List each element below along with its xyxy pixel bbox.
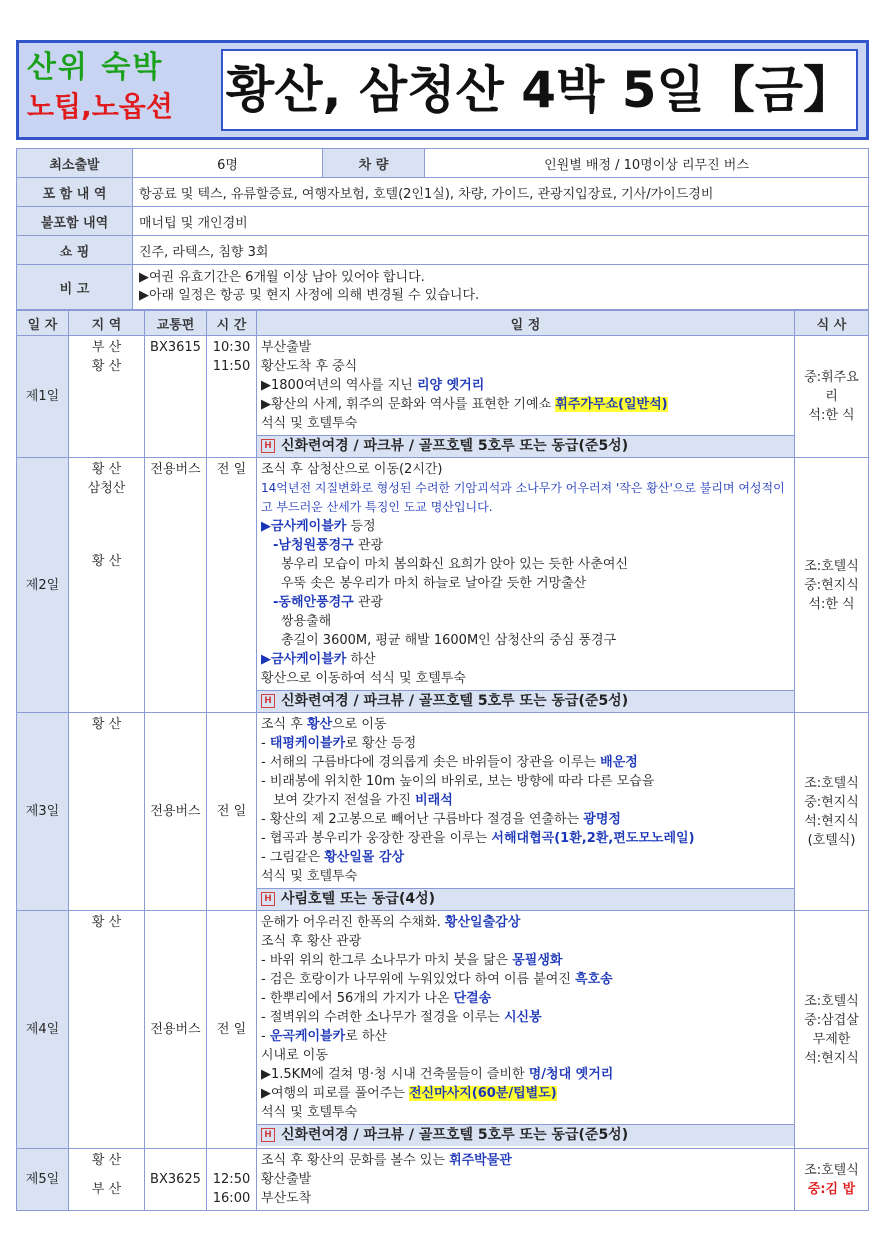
schedule-line: 석식 및 호텔투숙 bbox=[261, 416, 358, 431]
shopping-value: 진주, 라텍스, 침향 3회 bbox=[133, 236, 869, 265]
time-cell: 전 일 bbox=[207, 713, 257, 911]
schedule-cell bbox=[257, 713, 795, 911]
day-row-1 bbox=[17, 336, 869, 458]
hotel-name: 사림호텔 또는 동급(4성) bbox=[281, 891, 436, 907]
min-departure-label: 최소출발 bbox=[17, 149, 133, 178]
schedule-line: 봉우리 모습이 마치 봄의화신 요희가 앉아 있는 듯한 사춘여신 bbox=[281, 557, 629, 572]
text: - 서해의 구름바다에 경의롭게 솟은 바위들이 장관을 이루는 bbox=[261, 755, 601, 770]
promo-badge bbox=[27, 49, 217, 131]
hotel-name: 신화련여경 / 파크뷰 / 골프호텔 5호루 또는 동급(준5성) bbox=[281, 693, 629, 709]
schedule-line bbox=[261, 1151, 790, 1170]
info-table bbox=[16, 148, 869, 310]
text: - 그림같은 bbox=[261, 850, 325, 865]
hotel-name: 신화련여경 / 파크뷰 / 골프호텔 5호루 또는 동급(준5성) bbox=[281, 438, 629, 454]
text: 보여 갖가지 전설을 가진 bbox=[273, 793, 416, 808]
meal: 석:한 식 bbox=[808, 408, 855, 423]
schedule-line: 부산도착 bbox=[261, 1191, 312, 1206]
schedule-line bbox=[261, 1065, 790, 1084]
day-label: 제1일 bbox=[17, 336, 69, 458]
header-schedule: 일 정 bbox=[257, 311, 795, 336]
time: 11:50 bbox=[212, 359, 251, 374]
schedule-line: 황산으로 이동하여 석식 및 호텔투숙 bbox=[261, 671, 466, 686]
title-box bbox=[221, 49, 858, 131]
text: - 검은 호랑이가 나무위에 누워있었다 하여 이름 붙여진 bbox=[261, 972, 576, 987]
schedule-line bbox=[261, 593, 790, 612]
promo-line-1: 산위 숙박 bbox=[27, 50, 164, 85]
header-meal: 식 사 bbox=[795, 311, 869, 336]
highlight-attraction: 휘주박물관 bbox=[449, 1153, 512, 1168]
highlight-attraction: 서해대협곡(1환,2환,편도모노레일) bbox=[491, 831, 695, 846]
hotel-line bbox=[257, 888, 794, 910]
day-label: 제4일 bbox=[17, 911, 69, 1149]
meal: 중:휘주요리 bbox=[804, 370, 859, 404]
excluded-label: 불포함 내역 bbox=[17, 207, 133, 236]
text: - bbox=[261, 1029, 270, 1044]
meal: 중:현지식 bbox=[804, 794, 859, 810]
text: ▶황산의 사계, 휘주의 문화와 역사를 표현한 기예쇼 bbox=[261, 397, 556, 412]
region: 부 산 bbox=[91, 1182, 122, 1197]
meal: 석:현지식 bbox=[804, 1050, 859, 1066]
schedule-line bbox=[261, 1008, 790, 1027]
region: 황 산 bbox=[91, 1153, 122, 1168]
vehicle-label: 차 량 bbox=[323, 149, 425, 178]
time-cell bbox=[207, 336, 257, 458]
highlight-cablecar: ▶금사케이블카 bbox=[261, 519, 347, 534]
highlight-attraction: 명/청대 옛거리 bbox=[528, 1067, 614, 1082]
meal-cell bbox=[795, 713, 869, 911]
schedule-line: 시내로 이동 bbox=[261, 1048, 328, 1063]
schedule-line: 석식 및 호텔투숙 bbox=[261, 1105, 358, 1120]
meal: 조:호텔식 bbox=[804, 558, 859, 574]
schedule-line bbox=[261, 913, 790, 932]
day-row-3 bbox=[17, 713, 869, 911]
text: ▶여행의 피로를 풀어주는 bbox=[261, 1086, 409, 1101]
text: 관광 bbox=[353, 595, 383, 610]
text: - 황산의 제 2고봉으로 빼어난 구름바다 절경을 연출하는 bbox=[261, 812, 584, 827]
highlight-cablecar: 태평케이블카 bbox=[269, 736, 346, 751]
schedule-line bbox=[261, 536, 790, 555]
meal: 중:현지식 bbox=[804, 577, 859, 593]
region: 황 산 bbox=[91, 359, 122, 374]
text: 조식 후 bbox=[261, 717, 307, 732]
text: 등정 bbox=[346, 519, 376, 534]
excluded-value: 매너팁 및 개인경비 bbox=[133, 207, 869, 236]
spacer bbox=[73, 498, 140, 552]
header-banner bbox=[16, 40, 869, 140]
schedule-line: 총길이 3600M, 평균 해발 1600M인 삼청산의 중심 풍경구 bbox=[281, 633, 617, 648]
remarks-line-1: ▶여권 유효기간은 6개월 이상 남아 있어야 합니다. bbox=[139, 270, 425, 285]
schedule-line bbox=[261, 734, 790, 753]
schedule-cell bbox=[257, 336, 795, 458]
meal-cell bbox=[795, 911, 869, 1149]
schedule-line bbox=[261, 848, 790, 867]
day-label: 제3일 bbox=[17, 713, 69, 911]
hotel-icon: H bbox=[261, 694, 275, 708]
header-transport: 교통편 bbox=[145, 311, 207, 336]
text: - 절벽위의 수려한 소나무가 절경을 이루는 bbox=[261, 1010, 504, 1025]
text: - 협곡과 봉우리가 웅장한 장관을 이루는 bbox=[261, 831, 492, 846]
remarks-line-2: ▶아래 일정은 항공 및 현지 사정에 의해 변경될 수 있습니다. bbox=[139, 288, 480, 303]
time: 10:30 bbox=[212, 340, 251, 355]
text: 으로 이동 bbox=[332, 717, 387, 732]
meal: 조:호텔식 bbox=[804, 1162, 859, 1178]
spacer bbox=[73, 1170, 140, 1180]
hotel-line bbox=[257, 435, 794, 457]
text: 관광 bbox=[353, 538, 383, 553]
info-row-included bbox=[17, 178, 869, 207]
schedule-line: 쌍용출해 bbox=[281, 614, 332, 629]
schedule-line bbox=[261, 829, 790, 848]
text: ▶1.5KM에 걸쳐 명·청 시내 건축물들이 즐비한 bbox=[261, 1067, 529, 1082]
schedule-line bbox=[261, 970, 790, 989]
time-cell: 전 일 bbox=[207, 458, 257, 713]
region-cell: 황 산 bbox=[69, 713, 145, 911]
highlight-attraction: 단결송 bbox=[453, 991, 492, 1006]
schedule-line: 우뚝 솟은 봉우리가 마치 하늘로 날아갈 듯한 거망출산 bbox=[281, 576, 587, 591]
schedule-line bbox=[261, 951, 790, 970]
highlight-attraction: 리양 옛거리 bbox=[416, 378, 485, 393]
schedule-cell bbox=[257, 911, 795, 1149]
hotel-icon: H bbox=[261, 1128, 275, 1142]
meal: 조:호텔식 bbox=[804, 993, 859, 1009]
schedule-line bbox=[261, 376, 790, 395]
info-row-excluded bbox=[17, 207, 869, 236]
page-title: 황산, 삼청산 4박 5일【금】 bbox=[225, 61, 854, 119]
hotel-line bbox=[257, 690, 794, 712]
text: 조식 후 황산의 문화를 볼수 있는 bbox=[261, 1153, 450, 1168]
schedule-line: 조식 후 황산 관광 bbox=[261, 934, 362, 949]
transport-cell: 전용버스 bbox=[145, 458, 207, 713]
day-label: 제5일 bbox=[17, 1149, 69, 1211]
region: 삼청산 bbox=[87, 481, 126, 496]
text: 로 하산 bbox=[345, 1029, 387, 1044]
highlight-attraction: 황산일몰 감상 bbox=[324, 850, 405, 865]
transport-cell: BX3625 bbox=[145, 1149, 207, 1211]
schedule-line: 석식 및 호텔투숙 bbox=[261, 869, 358, 884]
remarks-value bbox=[133, 265, 869, 310]
transport-cell: 전용버스 bbox=[145, 713, 207, 911]
schedule-line bbox=[261, 395, 790, 414]
highlight-massage: 전신마사지(60분/팁별도) bbox=[408, 1086, 557, 1101]
region-cell: 황 산 bbox=[69, 911, 145, 1149]
text: - 한뿌리에서 56개의 가지가 나온 bbox=[261, 991, 454, 1006]
highlight-attraction: 시신봉 bbox=[503, 1010, 542, 1025]
header-time: 시 간 bbox=[207, 311, 257, 336]
schedule-line bbox=[261, 1027, 790, 1046]
region-cell bbox=[69, 1149, 145, 1211]
meal-cell bbox=[795, 336, 869, 458]
text: - 바위 위의 한그루 소나무가 마치 붓을 닮은 bbox=[261, 953, 513, 968]
day-label: 제2일 bbox=[17, 458, 69, 713]
schedule-line bbox=[261, 753, 790, 772]
time: 16:00 bbox=[212, 1191, 251, 1206]
highlight-attraction: 비래석 bbox=[415, 793, 453, 808]
transport-cell: 전용버스 bbox=[145, 911, 207, 1149]
remarks-label: 비 고 bbox=[17, 265, 133, 310]
text: 로 황산 등정 bbox=[345, 736, 417, 751]
schedule-line bbox=[261, 989, 790, 1008]
highlight-scenic: -남청원풍경구 bbox=[273, 538, 354, 553]
info-row-departure bbox=[17, 149, 869, 178]
hotel-icon: H bbox=[261, 892, 275, 906]
highlight-scenic: -동해안풍경구 bbox=[273, 595, 354, 610]
schedule-cell bbox=[257, 1149, 795, 1211]
region: 황 산 bbox=[91, 554, 122, 569]
itinerary-table bbox=[16, 310, 869, 1211]
promo-line-2: 노팁,노옵션 bbox=[27, 90, 173, 123]
info-row-remarks bbox=[17, 265, 869, 310]
highlight-attraction: 배운정 bbox=[600, 755, 638, 770]
meal-cell bbox=[795, 1149, 869, 1211]
schedule-line bbox=[261, 810, 790, 829]
meal: 석:현지식 bbox=[804, 813, 859, 829]
schedule-line bbox=[261, 517, 790, 536]
included-label: 포 함 내 역 bbox=[17, 178, 133, 207]
text: ▶1800여년의 역사를 지닌 bbox=[261, 378, 417, 393]
highlight-place: 황산 bbox=[306, 717, 333, 732]
schedule-line: 황산출발 bbox=[261, 1172, 312, 1187]
hotel-icon: H bbox=[261, 439, 275, 453]
highlight-cablecar: ▶금사케이블카 bbox=[261, 652, 347, 667]
highlight-show: 휘주가무쇼(일반석) bbox=[555, 397, 668, 412]
page bbox=[16, 40, 869, 1211]
header-day: 일 자 bbox=[17, 311, 69, 336]
meal: (호텔식) bbox=[807, 832, 856, 848]
time: 12:50 bbox=[212, 1172, 251, 1187]
min-departure-value: 6명 bbox=[133, 149, 323, 178]
meal-cell bbox=[795, 458, 869, 713]
description: 14억년전 지질변화로 형성된 수려한 기암괴석과 소나무가 어우러져 '작은 황산'으로 불리며 여성적이고 부드러운 산세가 특징인 도교 명산입니다. bbox=[261, 481, 785, 514]
schedule-line bbox=[261, 715, 790, 734]
schedule-line bbox=[261, 1084, 790, 1103]
highlight-attraction: 흑호송 bbox=[575, 972, 613, 987]
time-cell bbox=[207, 1149, 257, 1211]
schedule-line bbox=[261, 791, 790, 810]
day-row-4 bbox=[17, 911, 869, 1149]
schedule-line: - 비래봉에 위치한 10m 높이의 바위로, 보는 방향에 따라 다른 모습을 bbox=[261, 774, 655, 789]
hotel-name: 신화련여경 / 파크뷰 / 골프호텔 5호루 또는 동급(준5성) bbox=[281, 1127, 629, 1143]
time-cell: 전 일 bbox=[207, 911, 257, 1149]
region: 부 산 bbox=[91, 340, 122, 355]
day-row-5 bbox=[17, 1149, 869, 1211]
text: 운해가 어우러진 한폭의 수채화. bbox=[261, 915, 445, 930]
highlight-attraction: 몽필생화 bbox=[512, 953, 563, 968]
info-row-shopping bbox=[17, 236, 869, 265]
header-region: 지 역 bbox=[69, 311, 145, 336]
meal: 무제한 bbox=[812, 1031, 851, 1047]
hotel-line bbox=[257, 1124, 794, 1146]
meal: 중:삼겹살 bbox=[804, 1012, 859, 1028]
text: 하산 bbox=[346, 652, 376, 667]
itinerary-header bbox=[17, 311, 869, 336]
included-value: 항공료 및 텍스, 유류할증료, 여행자보험, 호텔(2인1실), 차량, 가이드, 관광지입장료, 기사/가이드경비 bbox=[133, 178, 869, 207]
meal: 중:김 밥 bbox=[807, 1181, 856, 1197]
schedule-line bbox=[261, 650, 790, 669]
highlight-attraction: 황산일출감상 bbox=[444, 915, 521, 930]
region-cell bbox=[69, 336, 145, 458]
text: - bbox=[261, 736, 270, 751]
region: 황 산 bbox=[91, 462, 122, 477]
shopping-label: 쇼 핑 bbox=[17, 236, 133, 265]
highlight-attraction: 광명정 bbox=[583, 812, 621, 827]
meal: 조:호텔식 bbox=[804, 775, 859, 791]
day-row-2 bbox=[17, 458, 869, 713]
schedule-cell bbox=[257, 458, 795, 713]
region-cell bbox=[69, 458, 145, 713]
highlight-cablecar: 운곡케이블카 bbox=[269, 1029, 346, 1044]
schedule-line: 황산도착 후 중식 bbox=[261, 359, 358, 374]
schedule-line: 부산출발 bbox=[261, 340, 312, 355]
transport-cell: BX3615 bbox=[145, 336, 207, 458]
schedule-line: 조식 후 삼청산으로 이동(2시간) bbox=[261, 462, 443, 477]
vehicle-value: 인원별 배정 / 10명이상 리무진 버스 bbox=[425, 149, 869, 178]
meal: 석:한 식 bbox=[808, 596, 855, 612]
